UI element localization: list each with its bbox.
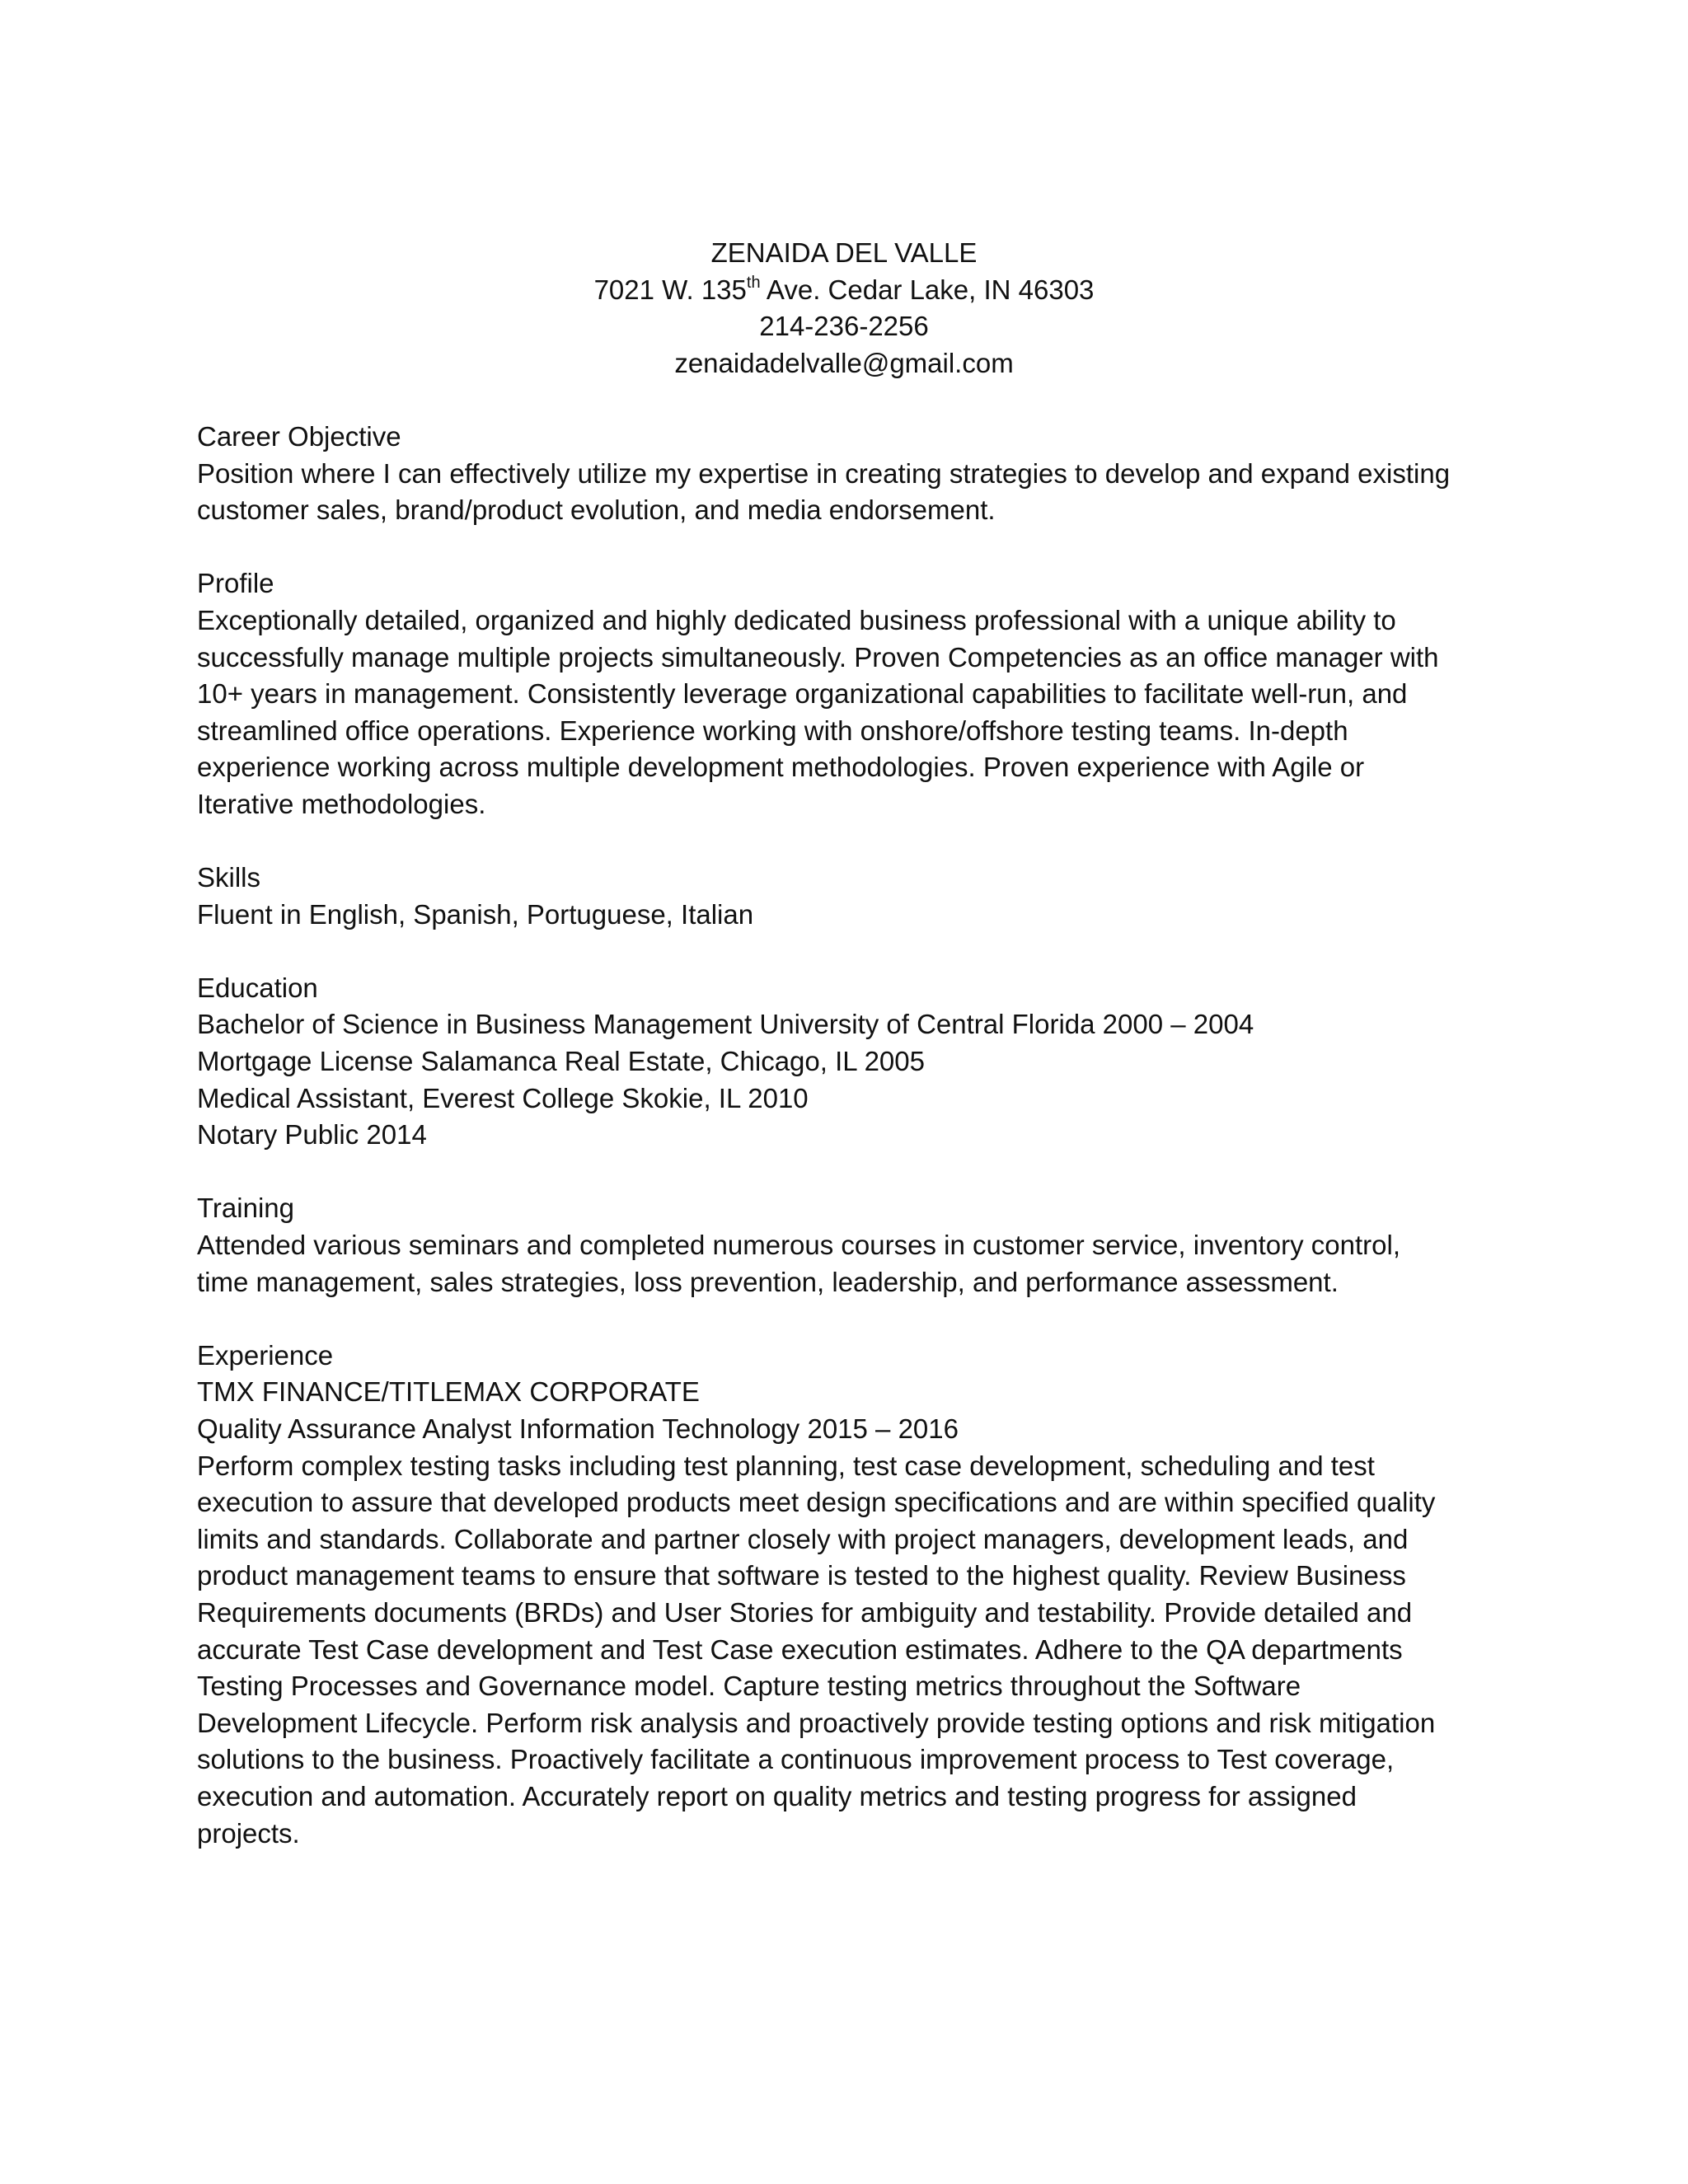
company-name: TMX FINANCE/TITLEMAX CORPORATE: [197, 1376, 700, 1408]
paragraph-line: successfully manage multiple projects simultaneously. Proven Competencies as an office manager with: [197, 641, 1439, 673]
paragraph-line: execution to assure that developed products meet design specifications and are within specified quality: [197, 1487, 1436, 1518]
paragraph-line: Development Lifecycle. Perform risk analysis and proactively provide testing options and risk mitigation: [197, 1707, 1436, 1738]
education-section: [197, 970, 1499, 1154]
paragraph-line: Testing Processes and Governance model. Capture testing metrics throughout the Software: [197, 1671, 1301, 1702]
job-role: Quality Assurance Analyst Information Technology 2015 – 2016: [197, 1413, 959, 1444]
career-objective-section: [197, 419, 1499, 529]
section-heading: Profile: [197, 568, 274, 599]
paragraph-line: customer sales, brand/product evolution, and media endorsement.: [197, 494, 996, 526]
profile-section: [197, 565, 1499, 823]
experience-section: [197, 1338, 1499, 1852]
section-heading: Career Objective: [197, 420, 401, 452]
paragraph-line: execution and automation. Accurately report on quality metrics and testing progress for assigned: [197, 1780, 1357, 1811]
paragraph-line: Iterative methodologies.: [197, 788, 486, 819]
section-heading: Training: [197, 1193, 294, 1224]
paragraph-line: Perform complex testing tasks including test planning, test case development, scheduling and test: [197, 1450, 1375, 1481]
paragraph-line: Position where I can effectively utilize my expertise in creating strategies to develop and expand existing: [197, 457, 1451, 489]
paragraph-line: Exceptionally detailed, organized and highly dedicated business professional with a unique ability to: [197, 604, 1396, 635]
section-heading: Education: [197, 972, 318, 1003]
education-entry: Bachelor of Science in Business Management University of Central Florida 2000 – 2004: [197, 1009, 1254, 1040]
applicant-address: 7021 W. 135th Ave. Cedar Lake, IN 46303: [593, 273, 1095, 305]
paragraph-line: Attended various seminars and completed numerous courses in customer service, inventory control,: [197, 1230, 1401, 1261]
paragraph-line: Requirements documents (BRDs) and User Stories for ambiguity and testability. Provide detailed and: [197, 1596, 1413, 1628]
paragraph-line: experience working across multiple development methodologies. Proven experience with Agile or: [197, 752, 1365, 783]
resume-content: [197, 235, 1499, 1852]
section-heading: Experience: [197, 1339, 334, 1371]
paragraph-line: time management, sales strategies, loss prevention, leadership, and performance assessment.: [197, 1266, 1339, 1297]
paragraph-line: Fluent in English, Spanish, Portuguese, Italian: [197, 898, 754, 930]
paragraph-line: product management teams to ensure that software is tested to the highest quality. Review Business: [197, 1560, 1406, 1591]
paragraph-line: accurate Test Case development and Test Case execution estimates. Adhere to the QA departments: [197, 1633, 1403, 1665]
applicant-name: ZENAIDA DEL VALLE: [710, 237, 978, 268]
education-entry: Mortgage License Salamanca Real Estate, Chicago, IL 2005: [197, 1046, 925, 1077]
education-entry: Medical Assistant, Everest College Skokie, IL 2010: [197, 1082, 809, 1113]
applicant-email: zenaidadelvalle@gmail.com: [674, 347, 1014, 378]
paragraph-line: streamlined office operations. Experience working with onshore/offshore testing teams. In-depth: [197, 715, 1348, 746]
contact-header: [197, 235, 1491, 382]
skills-section: [197, 860, 1499, 933]
paragraph-line: limits and standards. Collaborate and partner closely with project managers, development leads, and: [197, 1523, 1409, 1554]
paragraph-line: 10+ years in management. Consistently leverage organizational capabilities to facilitate well-run, and: [197, 678, 1408, 710]
section-heading: Skills: [197, 862, 261, 893]
training-section: [197, 1190, 1499, 1301]
paragraph-line: projects.: [197, 1817, 300, 1849]
education-entry: Notary Public 2014: [197, 1119, 427, 1151]
applicant-phone: 214-236-2256: [759, 311, 929, 342]
paragraph-line: solutions to the business. Proactively facilitate a continuous improvement process to Test coverage,: [197, 1744, 1395, 1775]
